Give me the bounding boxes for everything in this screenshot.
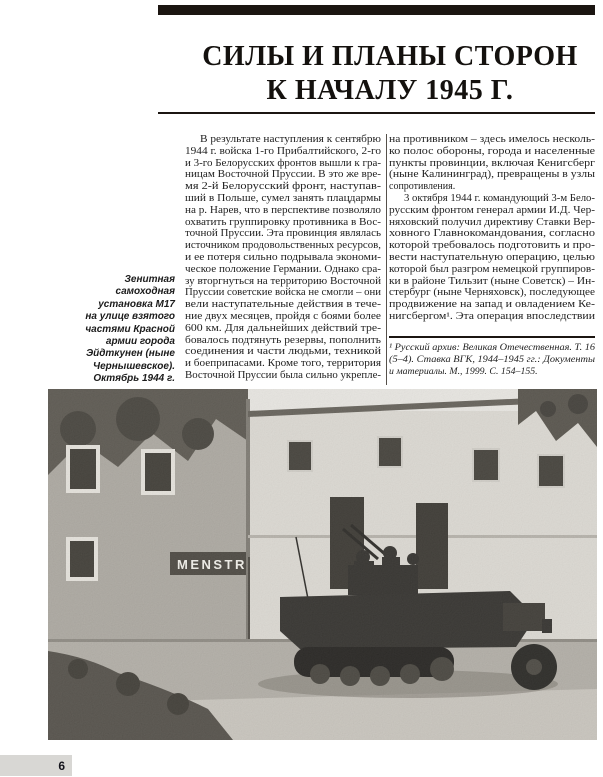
- text-line: и ее потеря сильно подрывала экономи-: [185, 251, 381, 263]
- page-number-band: [0, 755, 72, 776]
- title-rule: [158, 112, 595, 114]
- page-title-line1: СИЛЫ И ПЛАНЫ СТОРОН: [202, 41, 578, 72]
- text-line: которой требовалось подготовить и про-: [389, 240, 595, 252]
- text-line: установка М17: [98, 298, 175, 310]
- text-line: русским фронтом генерал армии И.Д. Чер-: [389, 204, 595, 216]
- page-title-line2: К НАЧАЛУ 1945 Г.: [266, 75, 514, 106]
- text-line: точной Пруссии. Эта провинция являлась: [185, 228, 381, 240]
- text-line: нигсбергом¹. Эта операция впоследствии: [389, 310, 595, 322]
- text-line: ницам Восточной Пруссии. В это же вре-: [185, 169, 381, 181]
- text-line: соединения и части людьми, техникой: [185, 346, 381, 358]
- text-line: источником продовольственных ресурсов,: [185, 240, 381, 252]
- header-bar: [158, 5, 595, 15]
- column-divider: [386, 134, 387, 385]
- text-line: ховного Главнокомандования, согласно: [389, 228, 595, 240]
- photo-illustration: [48, 389, 597, 740]
- body-column-left: [185, 134, 381, 382]
- text-line: и боеприпасами. Кроме того, территория: [185, 358, 381, 370]
- text-line: ческое положение Германии. Однако сра-: [185, 263, 381, 275]
- text-line: ¹ Русский архив: Великая Отечественная. Т. 16: [389, 342, 595, 353]
- text-line: стербург (ныне Черняховск), последующее: [389, 287, 595, 299]
- text-line: ший в Польше, сумел занять плацдармы: [185, 192, 381, 204]
- text-line: (ныне Калининград), превращены в узлы: [389, 169, 595, 181]
- text-line: Чернышевское).: [93, 360, 175, 372]
- text-line: и материалы. М., 1999. С. 154–155.: [389, 366, 538, 377]
- text-line: самоходная: [115, 286, 175, 298]
- text-line: Эйдткунен (ныне: [85, 348, 175, 360]
- text-line: сопротивления.: [389, 181, 456, 193]
- text-line: пункты провинции, включая Кенигсберг: [389, 157, 595, 169]
- text-line: 600 км. Для дальнейших действий тре-: [185, 322, 381, 334]
- text-line: частями Красной: [85, 323, 175, 335]
- footnote-rule: [389, 336, 595, 338]
- footnote: [389, 342, 595, 378]
- text-line: 3 октября 1944 г. командующий 3-м Бело-: [404, 192, 595, 204]
- text-line: армии города: [105, 335, 175, 347]
- text-line: охватить группировку противника в Вос-: [185, 216, 381, 228]
- text-line: которой был разгром немецкой группиров-: [389, 263, 595, 275]
- text-line: продвижение на запад и овладением Ке-: [389, 299, 595, 311]
- text-line: на р. Нарев, что в перспективе позволяло: [185, 204, 381, 216]
- text-line: ние двух месяцев, пройдя с боями более: [185, 310, 381, 322]
- page-title: [185, 40, 595, 108]
- text-line: и 3-го Белорусских фронтов вышли к гра-: [185, 157, 381, 169]
- text-line: мя 2-й Белорусский фронт, наступав-: [185, 181, 381, 193]
- text-line: ки в районе Тильзит (ныне Советск) – Ин-: [389, 275, 595, 287]
- text-line: няховский получил директиву Ставки Вер-: [389, 216, 595, 228]
- text-line: Пруссии советские войска не смогли – они: [185, 287, 381, 299]
- photo-image: [48, 389, 597, 740]
- text-line: на противником – здесь имелось несколь-: [389, 134, 595, 145]
- page-number: 6: [58, 758, 65, 773]
- body-column-right: [389, 134, 595, 323]
- text-line: (5–4). Ставка ВГК, 1944–1945 гг.: Документы: [389, 354, 595, 365]
- text-line: вели наступательные действия в тече-: [185, 299, 381, 311]
- figure-caption: [30, 274, 175, 386]
- text-line: Октябрь 1944 г.: [93, 373, 175, 385]
- text-line: Восточной Пруссии была сильно укрепле-: [185, 369, 381, 381]
- text-line: ко полос обороны, города и населенные: [389, 145, 595, 157]
- text-line: зу вторгнуться на территорию Восточной: [185, 275, 381, 287]
- text-line: 1944 г. войска 1-го Прибалтийского, 2-го: [185, 145, 381, 157]
- text-line: бовалось подтянуть резервы, пополнить: [185, 334, 381, 346]
- text-line: В результате наступления к сентябрю: [200, 134, 381, 145]
- text-line: Зенитная: [124, 274, 175, 285]
- text-line: на улице взятого: [85, 311, 175, 323]
- text-line: вести наступательную операцию, целью: [389, 251, 595, 263]
